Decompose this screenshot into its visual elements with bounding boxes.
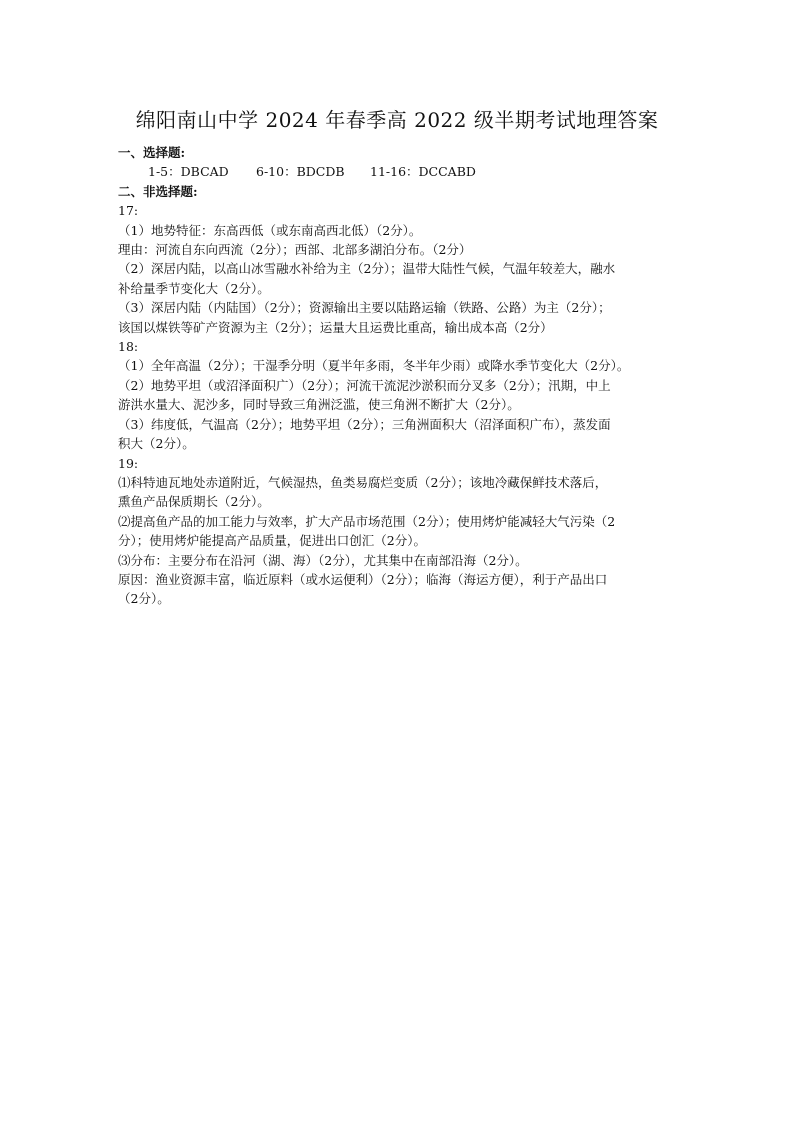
answer-content — [118, 143, 708, 609]
mcq-answer-group-1: 1-5：DBCAD — [148, 164, 229, 180]
q19-line: （2分）。 — [118, 591, 170, 607]
q17-line: 理由：河流自东向西流（2分）；西部、北部多湖泊分布。（2分） — [118, 242, 472, 258]
q17-line: （3）深居内陆（内陆国）（2分）；资源输出主要以陆路运输（铁路、公路）为主（2分）； — [118, 300, 611, 316]
q17-line: 该国以煤铁等矿产资源为主（2分）；运量大且运费比重高，输出成本高（2分） — [118, 319, 553, 335]
q18-number: 18: — [118, 339, 139, 355]
q17-line: （1）地势特征：东高西低（或东南高西北低）（2分）。 — [118, 222, 422, 238]
q19-line: ⑵提高鱼产品的加工能力与效率，扩大产品市场范围（2分）；使用烤炉能减轻大气污染（2 — [118, 513, 616, 529]
q19-line: 原因：渔业资源丰富，临近原料（或水运便利）（2分）；临海（海运方便），利于产品出口 — [118, 571, 608, 587]
mcq-answers — [118, 162, 708, 181]
q18-line: 积大（2分）。 — [118, 436, 195, 452]
q18-line: （2）地势平坦（或沼泽面积广）（2分）；河流干流泥沙淤积而分叉多（2分）；汛期，中上 — [118, 377, 611, 393]
document-title: 绵阳南山中学 2024 年春季高 2022 级半期考试地理答案 — [135, 108, 659, 132]
q19-number: 19: — [118, 455, 139, 471]
q19-line: ⑴科特迪瓦地处赤道附近，气候湿热，鱼类易腐烂变质（2分）；该地冷藏保鲜技术落后， — [118, 474, 608, 490]
section2-heading: 二、非选择题: — [118, 183, 198, 199]
q19-line: 分）；使用烤炉能提高产品质量，促进出口创汇（2分）。 — [118, 533, 426, 549]
section1-heading: 一、选择题: — [118, 145, 186, 160]
q17-line: （2）深居内陆，以高山冰雪融水补给为主（2分）；温带大陆性气候，气温年较差大，融水 — [118, 261, 616, 277]
q18-line: （3）纬度低，气温高（2分）；地势平坦（2分）；三角洲面积大（沼泽面积广布），蒸发面 — [118, 416, 611, 432]
q18-line: 游洪水量大、泥沙多，同时导致三角洲泛滥，使三角洲不断扩大（2分）。 — [118, 397, 520, 413]
mcq-answer-group-2: 6-10：BDCDB — [256, 164, 345, 180]
q19-line: 熏鱼产品保质期长（2分）。 — [118, 494, 270, 510]
q19-line: ⑶分布：主要分布在沿河（湖、海）（2分），尤其集中在南部沿海（2分）。 — [118, 552, 528, 568]
mcq-answer-group-3: 11-16：DCCABD — [370, 164, 476, 180]
q17-line: 补给量季节变化大（2分）。 — [118, 280, 270, 296]
q17-number: 17: — [118, 203, 139, 219]
q18-line: （1）全年高温（2分）；干湿季分明（夏半年多雨，冬半年少雨）或降水季节变化大（2分）。 — [118, 358, 630, 374]
